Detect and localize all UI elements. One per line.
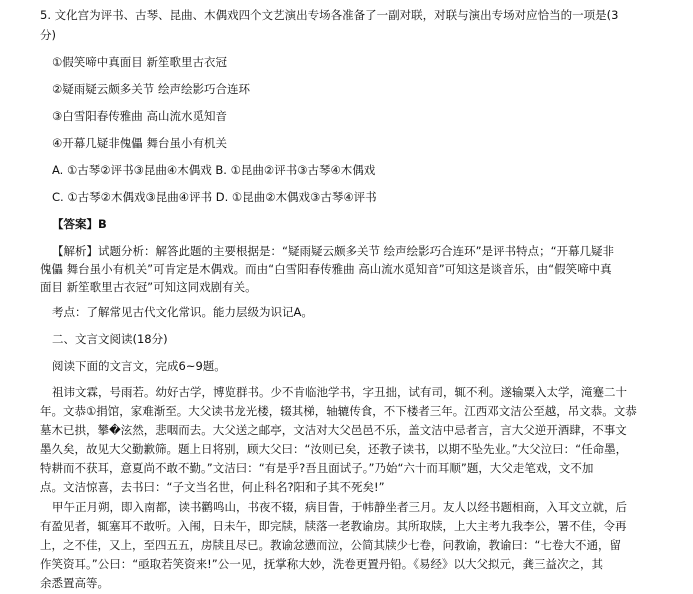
- passage-line: 甲午正月朔，即入南都，读书鹳鸣山，书夜不辍，病目眚，于帏静坐者三月。友人以经书题相商，入耳文立就，后: [52, 500, 627, 514]
- passage-line: 作笑资耳。”公曰：“亟取若笑资来!”公一见，抚掌称大妙，洗卷更置丹铅。《易经》以大父拟元，龚三益次之，其: [40, 557, 603, 571]
- couplet-1: ①假笑啼中真面目 新笙歌里古衣冠: [52, 55, 227, 69]
- couplet-4: ④开幕几疑非傀儡 舞台虽小有机关: [52, 136, 227, 150]
- section-instruction: 阅读下面的文言文，完成6~9题。: [52, 359, 226, 373]
- passage-line: 特耕而不获耳，意夏尚不敢不勤。”文洁曰：“有是乎?吾且面试子。”乃始“六十而耳顺”题，大父走笔戏，文不加: [40, 461, 594, 475]
- passage-line: 墨久矣，故见大父勤歉筛。题上日将别，顾大父曰：“汝则已矣，还教子读书，以期不坠先业。”大父泣曰：“任命墨，: [40, 442, 628, 456]
- passage-line: 墓木已拱，攀�泫然，悲咽而去。大父送之邮亭，文洁对大父邑邑不乐，盖文洁中忌者言，言大父逆开酒肆，不事文: [40, 423, 627, 437]
- passage-line: 点。文洁惊喜，去书曰：“子文当名世，何止科名?阳和子其不死矣!”: [40, 480, 385, 494]
- analysis-line: 傀儡 舞台虽小有机关”可肯定是木偶戏。而由“白雪阳春传雅曲 高山流水觅知音”可知这是谈音乐，由“假笑啼中真: [40, 262, 612, 276]
- analysis-line: 【解析】试题分析：解答此题的主要根据是：“疑雨疑云颇多关节 绘声绘影巧合连环”是评书特点；“开幕几疑非: [52, 244, 615, 258]
- question-5-stem: 5. 文化宫为评书、古琴、昆曲、木偶戏四个文艺演出专场各准备了一副对联，对联与演出专场对应恰当的一项是(3: [40, 8, 619, 22]
- analysis-line: 面目 新笙歌里古衣冠”可知这同戏剧有关。: [40, 280, 257, 294]
- passage-line: 上，之不佳，又上，至四五五，房牍且尽已。教谕忿懑而泣，公简其牍少七卷，问教谕，教谕曰：“七卷大不通，留: [40, 538, 621, 552]
- couplet-2: ②疑雨疑云颇多关节 绘声绘影巧合连环: [52, 82, 250, 96]
- options-c-d: C. ①古琴②木偶戏③昆曲④评书 D. ①昆曲②木偶戏③古琴④评书: [52, 190, 377, 204]
- question-5-stem-cont: 分): [40, 28, 56, 42]
- couplet-3: ③白雪阳春传雅曲 高山流水觅知音: [52, 109, 227, 123]
- answer-line: 【答案】B: [52, 217, 107, 231]
- passage-line: 祖讳文霖，号雨若。幼好古学，博览群书。少不肯临池学书，字丑拙，试有司，辄不利。遂输粟入太学，滝蹇二十: [52, 385, 627, 399]
- kaodian-line: 考点：了解常见古代文化常识。能力层级为识记A。: [52, 305, 313, 319]
- section-heading: 二、文言文阅读(18分): [52, 332, 168, 346]
- passage-line: 年。文恭①捐馆，家难渐至。大父读书龙光楼，辍其梯，轴辘传食，不下楼者三年。江西邓文洁公至越，吊文恭。文恭: [40, 404, 637, 418]
- passage-line: 有盈见者，辄塞耳不敢听。入闱，日未午，即完牍，牍落一老教谕房。其所取牍，上大主考九我李公，署不佳，令再: [40, 519, 627, 533]
- options-a-b: A. ①古琴②评书③昆曲④木偶戏 B. ①昆曲②评书③古琴④木偶戏: [52, 163, 376, 177]
- passage-line: 余悉置高等。: [40, 576, 109, 590]
